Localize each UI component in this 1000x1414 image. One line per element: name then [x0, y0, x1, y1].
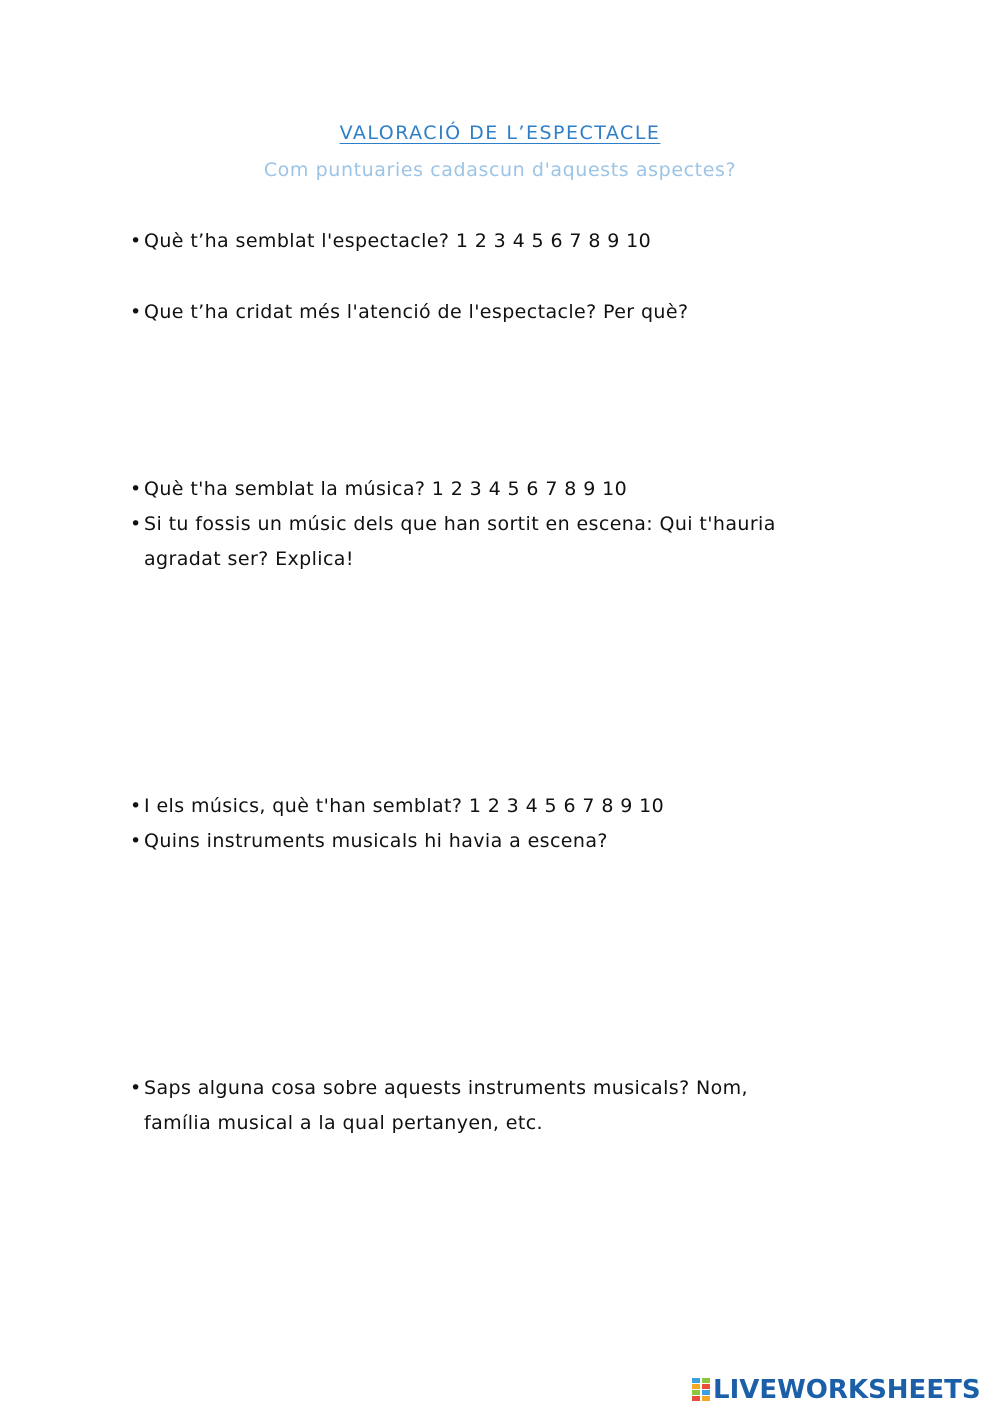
question-item	[130, 295, 850, 330]
question-text: Quins instruments musicals hi havia a escena?	[144, 830, 608, 852]
question-item	[130, 507, 830, 577]
question-text: I els músics, què t'han semblat? 1 2 3 4 5 6 7 8 9 10	[144, 795, 665, 817]
question-text: Que t’ha cridat més l'atenció de l'espectacle? Per què?	[144, 301, 689, 323]
question-text: Què t'ha semblat la música? 1 2 3 4 5 6 7 8 9 10	[144, 478, 628, 500]
liveworksheets-logo-icon	[692, 1378, 710, 1402]
bullet: •	[130, 513, 142, 535]
bullet: •	[130, 301, 142, 323]
bullet: •	[130, 795, 142, 817]
bullet: •	[130, 230, 142, 252]
question-item	[130, 224, 850, 259]
question-item	[130, 472, 850, 507]
page-title: VALORACIÓ DE L’ESPECTACLE	[339, 122, 661, 144]
question-text: Si tu fossis un músic dels que han sortit en escena: Qui t'hauria agradat ser? Explica!	[144, 513, 776, 570]
bullet: •	[130, 1077, 142, 1099]
question-item	[130, 824, 850, 859]
question-text: Què t’ha semblat l'espectacle? 1 2 3 4 5 6 7 8 9 10	[144, 230, 652, 252]
page-subtitle: Com puntuaries cadascun d'aquests aspectes?	[263, 159, 737, 181]
brand-name: LIVEWORKSHEETS	[713, 1375, 981, 1405]
question-text: Saps alguna cosa sobre aquests instruments musicals? Nom, família musical a la qual pertanyen, etc.	[144, 1077, 748, 1134]
bullet: •	[130, 830, 142, 852]
question-item	[130, 789, 850, 824]
liveworksheets-brand[interactable]	[692, 1374, 981, 1406]
question-item	[130, 1071, 810, 1141]
bullet: •	[130, 478, 142, 500]
